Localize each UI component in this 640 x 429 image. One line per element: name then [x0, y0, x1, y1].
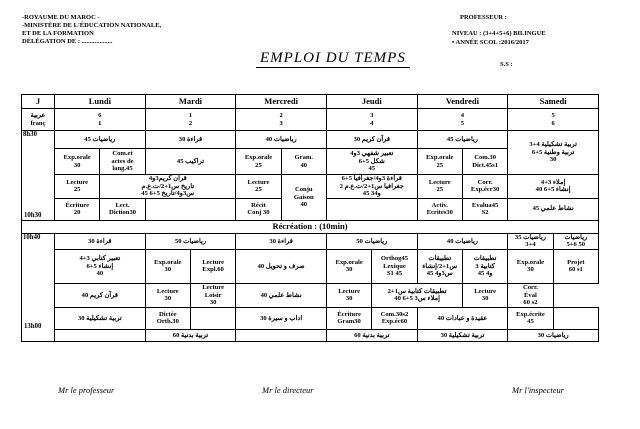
annee-label: • ANNÉE SCOL :2016/2017	[452, 39, 529, 46]
fr-num: 4	[370, 119, 374, 127]
ar-num: 1	[188, 111, 193, 119]
session-cell: Conju Gaison 40	[281, 175, 326, 221]
session-cell: تربية بدنية 60	[145, 329, 236, 341]
session-cell: رياضيات 45	[417, 131, 508, 149]
session-cell: قراءة 30	[236, 233, 327, 249]
fr-num: 5	[460, 119, 465, 127]
day-jeudi: Jeudi	[326, 95, 417, 109]
session-cell: Projet 60 s1	[553, 249, 598, 283]
session-cell: تطبيقات كتابية 3 و4 45	[462, 249, 507, 283]
session-cell: Lecture Loisir 30	[190, 283, 235, 307]
session-cell: Exp.orale 25	[417, 149, 462, 175]
session-cell: Gram. 40	[281, 149, 326, 175]
day-samedi: Samedi	[508, 95, 599, 109]
session-cell: رياضيات 50	[145, 233, 236, 249]
empty-cell	[553, 307, 598, 329]
session-cell: Exp.orale 30	[326, 249, 371, 283]
session-cell: عقيدة و عبادات 40	[417, 307, 508, 329]
morning-time-cell	[22, 131, 55, 221]
order-vendredi	[417, 109, 508, 131]
session-cell: تربية تشكيلية 4+3 تربية وطنية 5+6 30	[508, 131, 599, 175]
header-line-1: -ROYAUME DU MAROC -	[22, 14, 100, 21]
ar-num: 5	[551, 111, 555, 119]
session-cell: Corr. Exp.écr30	[462, 175, 507, 199]
days-row	[22, 95, 599, 109]
corner-cell: J	[22, 95, 55, 109]
ar-num: 2	[279, 111, 283, 119]
fr-num: 6	[551, 119, 555, 127]
session-cell: Com.et actes de lang.45	[100, 149, 145, 175]
session-cell: رياضيات 40	[236, 131, 327, 149]
session-cell: Lecture 25	[55, 175, 100, 199]
session-cell: تعبير شفهي 3و4 شكل 5+6 45	[326, 149, 417, 175]
session-cell: Récit Conj 30	[236, 198, 281, 220]
session-cell: Lecture 30	[462, 283, 507, 307]
session-cell: قراءة 30	[55, 233, 146, 249]
session-cell: قرآن كريم3و4 تاريخ س1+2/ت.ع.م س3و4/تاريخ 5+6 45	[100, 175, 236, 199]
session-cell: Com.30s2 Exp.éc60	[372, 307, 417, 329]
session-cell: اداب و سيرة 30	[236, 307, 327, 329]
session-cell: رياضيات 5+6 50	[553, 233, 598, 249]
ss-label: S.S :	[500, 61, 513, 68]
ar-num: 6	[98, 111, 102, 119]
fr-num: 1	[98, 119, 102, 127]
session-cell: Lect. Diction30	[100, 198, 145, 220]
empty-cell	[326, 198, 417, 220]
day-lundi: Lundi	[55, 95, 146, 109]
session-cell: رياضيات 30	[508, 329, 599, 341]
empty-cell	[145, 198, 236, 220]
header-left	[22, 14, 161, 46]
header-line-2: -MINISTÈRE DE L'ÉDUCATION NATIONALE,	[22, 22, 162, 29]
session-cell: تربية تشكيلية 30	[55, 307, 146, 329]
session-cell: Lecture 25	[417, 175, 462, 199]
professeur-label: PROFESSEUR :	[460, 14, 507, 21]
subject-order-row	[22, 109, 599, 131]
afternoon-row-4	[22, 307, 599, 329]
empty-cell	[190, 307, 235, 329]
session-cell: Écriture Gram30	[326, 307, 371, 329]
label-fr: franç	[30, 119, 46, 127]
session-cell: Exp.orale 30	[508, 249, 553, 283]
session-cell: Evalua45 S2	[462, 198, 507, 220]
afternoon-time-cell	[22, 233, 55, 341]
time-start: 8h30	[23, 131, 37, 138]
day-mercredi: Mercredi	[236, 95, 327, 109]
session-cell: Lecture 30	[326, 283, 371, 307]
timetable	[21, 94, 599, 342]
session-cell: رياضيات 35 3+4	[508, 233, 553, 249]
page-title: EMPLOI DU TEMPS	[256, 50, 410, 68]
session-cell: Exp.orale 30	[145, 249, 190, 283]
session-cell: صرف و تحويل 40	[236, 249, 327, 283]
time-start: 10h40	[23, 233, 41, 241]
label-ar: عربية	[30, 111, 46, 119]
session-cell: نشاط علمي 45	[508, 198, 599, 220]
recreation-cell: Récréation : (10min)	[22, 220, 599, 233]
morning-row-1	[22, 131, 599, 149]
order-lundi	[55, 109, 146, 131]
time-end: 13h00	[24, 323, 42, 331]
session-cell: Corr. Éval 60 s2	[508, 283, 553, 307]
fr-num: 3	[279, 119, 283, 127]
session-cell: قرآن كريم 40	[55, 283, 146, 307]
session-cell: Exp.orale 25	[236, 149, 281, 175]
session-cell: تطبيقات س1+2/إنشاء س3و4 45	[417, 249, 462, 283]
ar-num: 4	[460, 111, 465, 119]
session-cell: قرآن كريم 30	[326, 131, 417, 149]
signature-professeur: Mr le professeur	[58, 385, 115, 395]
session-cell: Com.30 Dict.45s1	[462, 149, 507, 175]
order-samedi	[508, 109, 599, 131]
niveau-label: NIVEAU : (3+4+5+6) BILINGUE	[452, 30, 546, 37]
day-mardi: Mardi	[145, 95, 236, 109]
time-end: 10h30	[24, 212, 42, 220]
session-cell: Activ. Ecrites30	[417, 198, 462, 220]
session-cell: قراءة 3و4/جغرافيا 5+6 جغرافيا س1+2/ت.ع.م 2 45 3و4	[326, 175, 417, 199]
header-line-4: DÉLÉGATION DE : ...................	[22, 38, 113, 45]
session-cell: Lecture Expl.60	[190, 249, 235, 283]
session-cell: تربية تشكيلية 30	[417, 329, 508, 341]
session-cell: Dictée Orth.30	[145, 307, 190, 329]
session-cell: رياضيات 45	[55, 131, 146, 149]
session-cell: تعبير كتابي 3+4 إنشاء 5+6 40	[55, 249, 146, 283]
session-cell: Écriture 20	[55, 198, 100, 220]
fr-num: 2	[188, 119, 193, 127]
session-cell: قراءة 30	[145, 131, 236, 149]
afternoon-row-5	[22, 329, 599, 341]
session-cell: رياضيات 50	[326, 233, 417, 249]
session-cell: إملاء 3+4 إنشاء 5+6 40	[508, 175, 599, 199]
morning-row-3	[22, 175, 599, 199]
session-cell: Lecture 25	[236, 175, 281, 199]
order-mercredi	[236, 109, 327, 131]
session-cell: رياضيات 40	[417, 233, 508, 249]
order-mardi	[145, 109, 236, 131]
signature-inspecteur: Mr l'inspecteur	[512, 385, 565, 395]
session-cell: Lecture 30	[145, 283, 190, 307]
ar-num: 3	[370, 111, 374, 119]
session-cell: Exp.écrite 45	[508, 307, 553, 329]
empty-cell	[55, 329, 146, 341]
afternoon-row-2	[22, 249, 599, 283]
empty-cell	[236, 329, 327, 341]
afternoon-row-3	[22, 283, 599, 307]
session-cell: تراكيب 45	[145, 149, 236, 175]
session-cell: Orthog45 Lexique S1 45	[372, 249, 417, 283]
order-jeudi	[326, 109, 417, 131]
recreation-row	[22, 220, 599, 233]
day-vendredi: Vendredi	[417, 95, 508, 109]
afternoon-row-1	[22, 233, 599, 249]
session-cell: تربية بدنية 60	[326, 329, 417, 341]
lang-label-cell	[22, 109, 55, 131]
header-line-3: ET DE LA FORMATION	[22, 30, 94, 37]
session-cell: نشاط علمي 40	[236, 283, 327, 307]
session-cell: تطبيقات كتابية س1+2 إملاء س3 5+6 40	[372, 283, 463, 307]
session-cell: Exp.orale 30	[55, 149, 100, 175]
signature-directeur: Mr le directeur	[262, 385, 314, 395]
